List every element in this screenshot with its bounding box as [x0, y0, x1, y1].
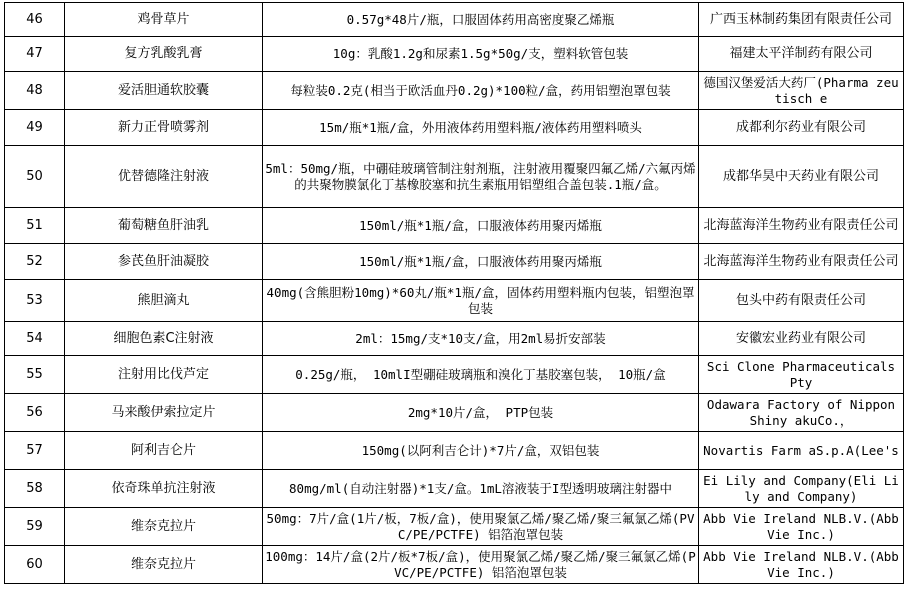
drug-spec [263, 280, 699, 322]
drug-name: 新力正骨喷雾剂 [65, 110, 263, 146]
table-row [5, 37, 904, 72]
table-row [5, 546, 904, 584]
table-row [5, 72, 904, 110]
table-row [5, 394, 904, 432]
manufacturer: 福建太平洋制药有限公司 [699, 37, 904, 72]
drug-spec: 10g：乳酸1.2g和尿素1.5g*50g/支，塑料软管包装 [263, 37, 699, 72]
drug-spec: 80mg/ml(自动注射器)*1支/盒。1mL溶液装于I型透明玻璃注射器中 [263, 470, 699, 508]
drug-name: 依奇珠单抗注射液 [65, 470, 263, 508]
row-number: 47 [5, 37, 65, 72]
drug-spec: 每粒装0.2克(相当于欧活血丹0.2g)*100粒/盒，药用铝塑泡罩包装 [263, 72, 699, 110]
manufacturer: Novartis Farm aS.p.A(Lee's [699, 432, 904, 470]
table-row [5, 244, 904, 280]
row-number: 59 [5, 508, 65, 546]
drug-name: 马来酸伊索拉定片 [65, 394, 263, 432]
row-number: 53 [5, 280, 65, 322]
drug-name: 鸡骨草片 [65, 3, 263, 37]
row-number: 55 [5, 356, 65, 394]
drug-name: 维奈克拉片 [65, 546, 263, 584]
drug-name: 优替德隆注射液 [65, 146, 263, 208]
table-row [5, 432, 904, 470]
drug-spec: 0.57g*48片/瓶，口服固体药用高密度聚乙烯瓶 [263, 3, 699, 37]
table-row [5, 146, 904, 208]
drug-spec: 0.25g/瓶， 10mlI型硼硅玻璃瓶和溴化丁基胶塞包装， 10瓶/盒 [263, 356, 699, 394]
drug-spec: 15m/瓶*1瓶/盒，外用液体药用塑料瓶/液体药用塑料喷头 [263, 110, 699, 146]
manufacturer: Odawara Factory of Nippon Shiny akuCo.， [699, 394, 904, 432]
manufacturer: 成都华昊中天药业有限公司 [699, 146, 904, 208]
drug-spec: 50mg：7片/盒(1片/板，7板/盒)，使用聚氯乙烯/聚乙烯/聚三氟氯乙烯(PVC/PE/PCTFE) 铝箔泡罩包装 [263, 508, 699, 546]
drug-table [4, 2, 904, 584]
drug-spec: 150mg(以阿利吉仑计)*7片/盒，双铝包装 [263, 432, 699, 470]
manufacturer: Abb Vie Ireland NLB.V.(Abb Vie Inc.) [699, 508, 904, 546]
drug-spec: 5ml：50mg/瓶，中硼硅玻璃管制注射剂瓶，注射液用覆聚四氟乙烯/六氟丙烯的共聚物膜氯化丁基橡胶塞和抗生素瓶用铝塑组合盖包装.1瓶/盒。 [263, 146, 699, 208]
row-number: 46 [5, 3, 65, 37]
drug-name: 注射用比伐芦定 [65, 356, 263, 394]
drug-name: 复方乳酸乳膏 [65, 37, 263, 72]
drug-name: 阿利吉仑片 [65, 432, 263, 470]
table-row [5, 356, 904, 394]
row-number: 49 [5, 110, 65, 146]
drug-name: 葡萄糖鱼肝油乳 [65, 208, 263, 244]
row-number: 56 [5, 394, 65, 432]
row-number: 58 [5, 470, 65, 508]
drug-name: 爱活胆通软胶囊 [65, 72, 263, 110]
manufacturer: 广西玉林制药集团有限责任公司 [699, 3, 904, 37]
row-number: 50 [5, 146, 65, 208]
drug-name: 维奈克拉片 [65, 508, 263, 546]
row-number: 48 [5, 72, 65, 110]
manufacturer: 德国汉堡爱活大药厂(Pharma zeu tisch e [699, 72, 904, 110]
table-row [5, 110, 904, 146]
row-number: 57 [5, 432, 65, 470]
manufacturer: 北海蓝海洋生物药业有限责任公司 [699, 244, 904, 280]
table-row [5, 3, 904, 37]
manufacturer: 包头中药有限责任公司 [699, 280, 904, 322]
drug-name: 参芪鱼肝油凝胶 [65, 244, 263, 280]
row-number: 54 [5, 322, 65, 356]
row-number: 51 [5, 208, 65, 244]
manufacturer: 成都利尔药业有限公司 [699, 110, 904, 146]
table-row [5, 280, 904, 322]
row-number: 52 [5, 244, 65, 280]
manufacturer: Ei Lily and Company(Eli Lily and Company) [699, 470, 904, 508]
drug-spec: 150ml/瓶*1瓶/盒，口服液体药用聚丙烯瓶 [263, 208, 699, 244]
manufacturer: 北海蓝海洋生物药业有限责任公司 [699, 208, 904, 244]
manufacturer: 安徽宏业药业有限公司 [699, 322, 904, 356]
drug-spec: 100mg：14片/盒(2片/板*7板/盒)，使用聚氯乙烯/聚乙烯/聚三氟氯乙烯(PVC/PE/PCTFE) 铝箔泡罩包装 [263, 546, 699, 584]
table-row [5, 470, 904, 508]
manufacturer: Abb Vie Ireland NLB.V.(Abb Vie Inc.) [699, 546, 904, 584]
drug-table-body [5, 3, 904, 584]
table-row [5, 508, 904, 546]
drug-spec: 2mg*10片/盒， PTP包装 [263, 394, 699, 432]
table-row [5, 208, 904, 244]
row-number: 60 [5, 546, 65, 584]
manufacturer: Sci Clone Pharmaceuticals Pty [699, 356, 904, 394]
drug-spec: 150ml/瓶*1瓶/盒，口服液体药用聚丙烯瓶 [263, 244, 699, 280]
drug-spec: 2ml：15mg/支*10支/盒，用2ml易折安部装 [263, 322, 699, 356]
drug-name: 细胞色素C注射液 [65, 322, 263, 356]
table-row [5, 322, 904, 356]
drug-name: 熊胆滴丸 [65, 280, 263, 322]
drug-spec-text: 40mg(含熊胆粉10mg)*60丸/瓶*1瓶/盒，固体药用塑料瓶内包装，铝塑泡罩包装 [266, 284, 695, 316]
